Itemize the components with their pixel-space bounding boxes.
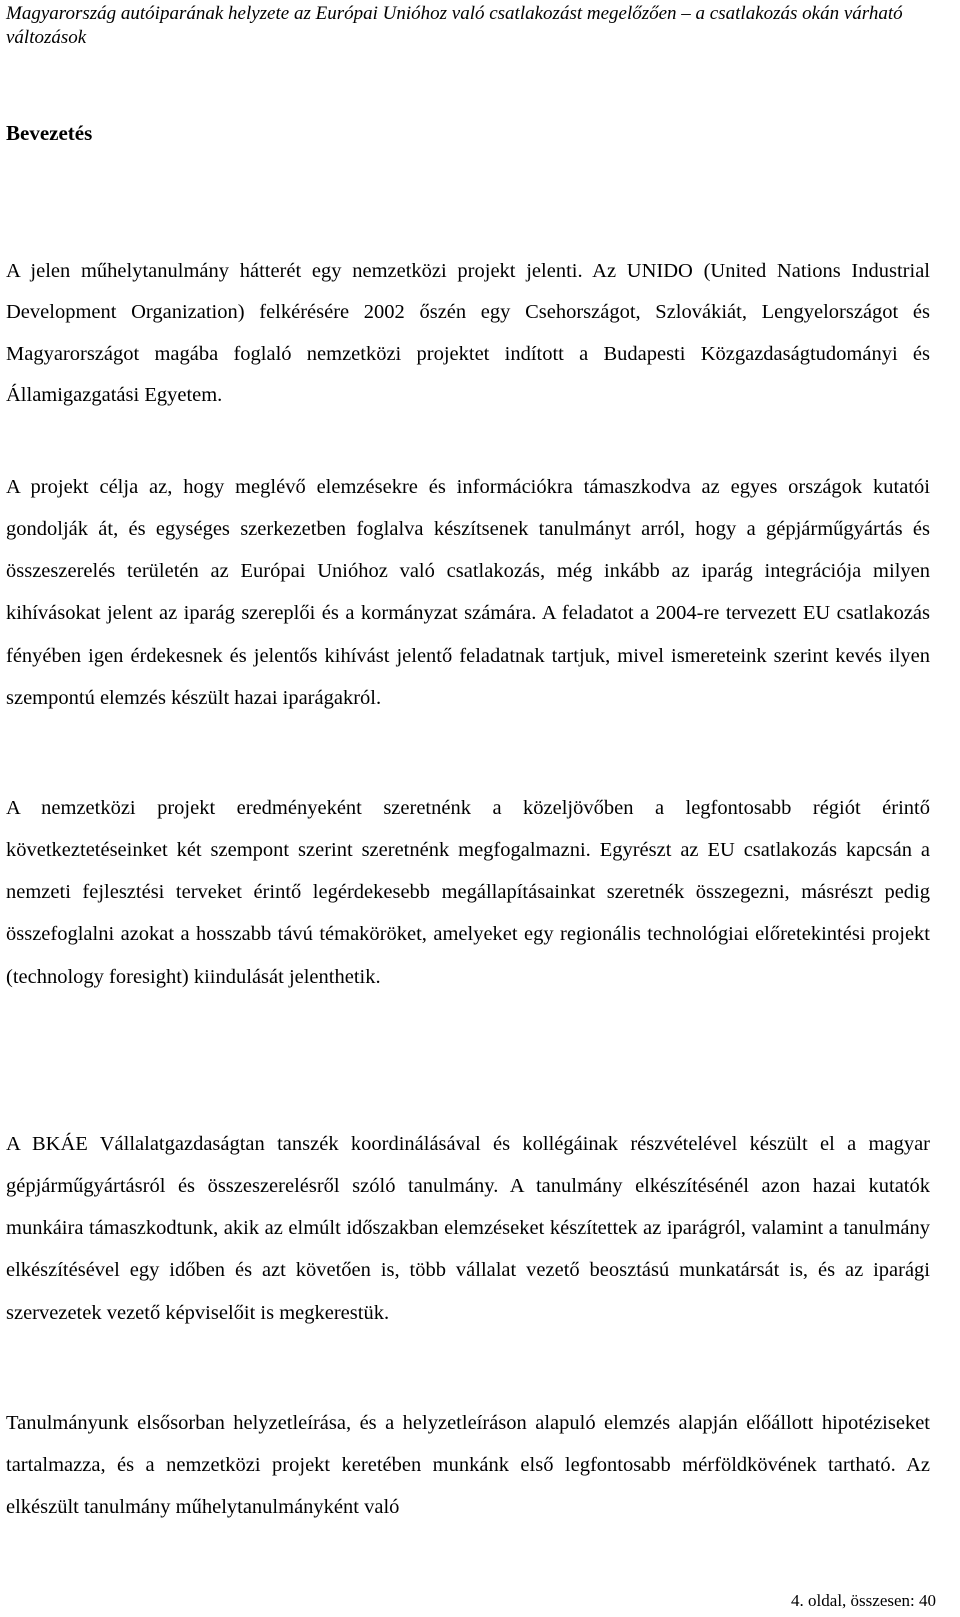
paragraph: A jelen műhelytanulmány hátterét egy nemzetközi projekt jelenti. Az UNIDO (United Nations Industrial Development Organization) felkérésére 2002 őszén egy Csehországot, Szlovákiát, Lengyelországot és Magyarországot magába foglaló nemzetközi projektet indított a Budapesti Közgazdaságtudományi és Államigazgatási Egyetem. xyxy=(6,259,930,406)
section-heading: Bevezetés xyxy=(6,121,93,145)
paragraph: A BKÁE Vállalatgazdaságtan tanszék koordinálásával és kollégáinak részvételével készült el a magyar gépjárműgyártásról és összeszerelésről szóló tanulmány. A tanulmány elkészítésénél azon hazai kutatók munkáira támaszkodtunk, akik az elmúlt időszakban elemzéseket készítettek az iparágról, valamint a tanulmány elkészítésével egy időben és azt követően is, több vállalat vezető beosztású munkatársát is, és az iparági szervezetek vezető képviselőit is megkerestük. xyxy=(6,1132,930,1324)
running-header: Magyarország autóiparának helyzete az Európai Unióhoz való csatlakozást megelőzően – a csatlakozás okán várható változások xyxy=(6,3,903,48)
paragraph: Tanulmányunk elsősorban helyzetleírása, és a helyzetleíráson alapuló elemzés alapján előállott hipotéziseket tartalmazza, és a nemzetközi projekt keretében munkánk első legfontosabb mérföldkövének tartható. Az elkészült tanulmány műhelytanulmányként való xyxy=(6,1411,930,1519)
paragraph: A nemzetközi projekt eredményeként szeretnénk a közeljövőben a legfontosabb régiót érintő következtetéseinket két szempont szerint szeretnénk megfogalmazni. Egyrészt az EU csatlakozás kapcsán a nemzeti fejlesztési terveket érintő legérdekesebb megállapításainkat szeretnék összegezni, másrészt pedig összefoglalni azokat a hosszabb távú témaköröket, amelyeket egy regionális technológiai előretekintési projekt (technology foresight) kiindulását jelenthetik. xyxy=(6,796,930,988)
paragraph: A projekt célja az, hogy meglévő elemzésekre és információkra támaszkodva az egyes országok kutatói gondolják át, és egységes szerkezetben foglalva készítsenek tanulmányt arról, hogy a gépjárműgyártás és összeszerelés területén az Európai Unióhoz való csatlakozás, még inkább az iparág integrációja milyen kihívásokat jelent az iparág szereplői és a kormányzat számára. A feladatot a 2004-re tervezett EU csatlakozás fényében igen érdekesnek és jelentős kihívást jelentő feladatnak tartjuk, mivel ismereteink szerint kevés ilyen szempontú elemzés készült hazai iparágakról. xyxy=(6,475,930,709)
page-number: 4. oldal, összesen: 40 xyxy=(791,1591,936,1610)
